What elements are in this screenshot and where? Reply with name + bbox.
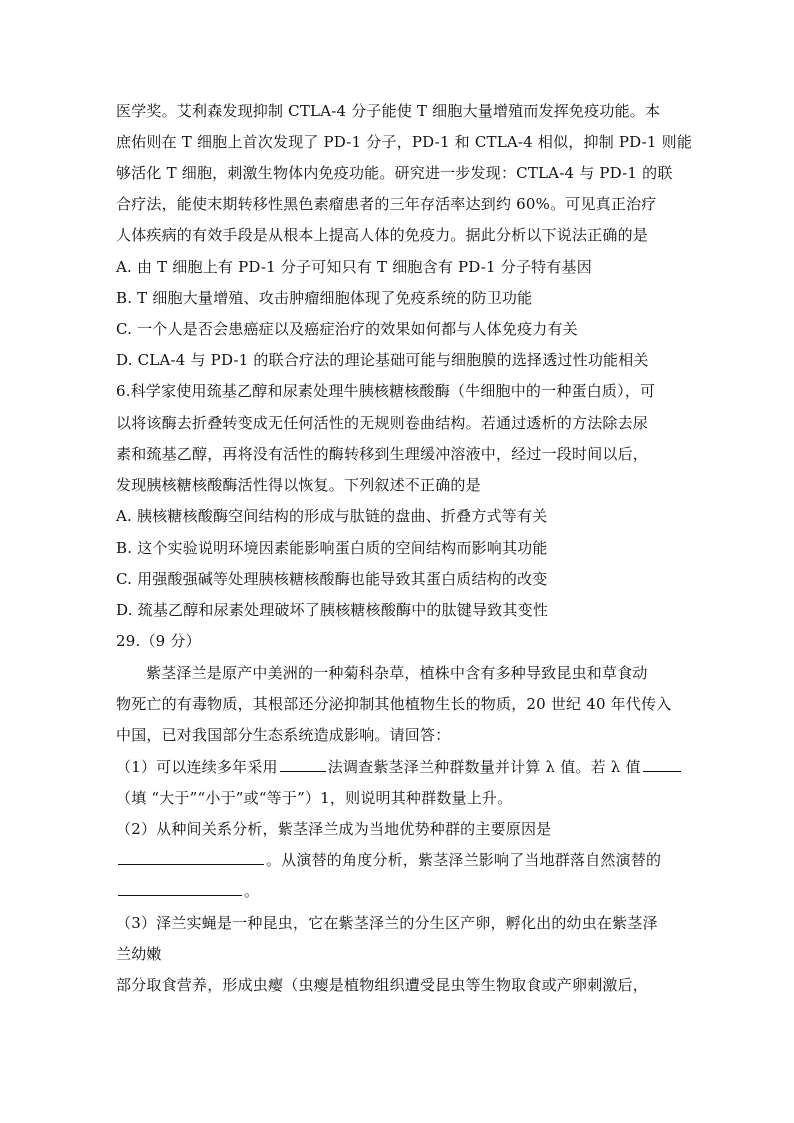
paragraph-line: 素和巯基乙醇，再将没有活性的酶转移到生理缓冲溶液中，经过一段时间以后， <box>116 445 649 463</box>
answer-blank[interactable] <box>643 757 681 772</box>
answer-blank[interactable] <box>118 881 242 896</box>
paragraph-line: 合疗法，能使末期转移性黑色素瘤患者的三年存活率达到约 60%。可见真正治疗 <box>116 195 657 213</box>
option-a: A. 胰核糖核酸酶空间结构的形成与肽链的盘曲、折叠方式等有关 <box>116 507 548 525</box>
question-6-line: 6.科学家使用巯基乙醇和尿素处理牛胰核糖核酸酶（牛细胞中的一种蛋白质），可 <box>116 382 656 400</box>
paragraph-line: 物死亡的有毒物质，其根部还分泌抑制其他植物生长的物质，20 世纪 40 年代传入 <box>116 695 672 713</box>
option-c: C. 用强酸强碱等处理胰核糖核酸酶也能导致其蛋白质结构的改变 <box>116 570 548 588</box>
paragraph-line: 紫茎泽兰是原产中美洲的一种菊科杂草，植株中含有多种导致昆虫和草食动 <box>146 664 648 682</box>
sentence-end: 。 <box>244 882 260 900</box>
paragraph-line: 庶佑则在 T 细胞上首次发现了 PD-1 分子，PD-1 和 CTLA-4 相似，抑制 PD-1 则能 <box>116 133 693 151</box>
option-b: B. 这个实验说明环境因素能影响蛋白质的空间结构而影响其功能 <box>116 539 548 557</box>
question-stem-line: 人体疾病的有效手段是从根本上提高人体的免疫力。据此分析以下说法正确的是 <box>116 226 649 244</box>
sub-question-1-part-b: 法调查紫茎泽兰种群数量并计算 λ 值。若 λ 值 <box>327 758 641 776</box>
sub-question-1 <box>116 756 683 778</box>
sub-question-2-continued: 。从演替的角度分析，紫茎泽兰影响了当地群落自然演替的 <box>266 851 662 869</box>
answer-blank[interactable] <box>280 757 326 772</box>
question-stem-line: 发现胰核糖核酸酶活性得以恢复。下列叙述不正确的是 <box>116 476 481 494</box>
paragraph-line: （填 “大于”“小于”或“等于”）1，则说明其种群数量上升。 <box>116 789 513 807</box>
paragraph-line: 兰幼嫩 <box>116 945 162 963</box>
paragraph-line: 部分取食营养，形成虫瘿（虫瘿是植物组织遭受昆虫等生物取食或产卵刺激后， <box>116 976 649 994</box>
option-a: A. 由 T 细胞上有 PD-1 分子可知只有 T 细胞含有 PD-1 分子特有基因 <box>116 258 592 276</box>
paragraph-line: 医学奖。艾利森发现抑制 CTLA-4 分子能使 T 细胞大量增殖而发挥免疫功能。本 <box>116 102 661 120</box>
option-c: C. 一个人是否会患癌症以及癌症治疗的效果如何都与人体免疫力有关 <box>116 320 578 338</box>
paragraph-line: 中国，已对我国部分生态系统造成影响。请回答： <box>116 726 451 744</box>
option-d: D. 巯基乙醇和尿素处理破坏了胰核糖核酸酶中的肽键导致其变性 <box>116 601 549 619</box>
option-b: B. T 细胞大量增殖、攻击肿瘤细胞体现了免疫系统的防卫功能 <box>116 289 533 307</box>
sub-question-3: （3）泽兰实蝇是一种昆虫，它在紫茎泽兰的分生区产卵，孵化出的幼虫在紫茎泽 <box>116 914 658 932</box>
question-29-heading: 29.（9 分） <box>116 632 201 650</box>
option-d: D. CLA-4 与 PD-1 的联合疗法的理论基础可能与细胞膜的选择透过性功能相关 <box>116 351 649 369</box>
paragraph-line <box>116 880 259 902</box>
sub-question-2: （2）从种间关系分析，紫茎泽兰成为当地优势种群的主要原因是 <box>116 820 552 838</box>
answer-blank[interactable] <box>118 850 264 865</box>
paragraph-line: 够活化 T 细胞，刺激生物体内免疫功能。研究进一步发现：CTLA-4 与 PD-1 的联 <box>116 164 673 182</box>
paragraph-line <box>116 849 661 871</box>
sub-question-1-part-a: （1）可以连续多年采用 <box>116 758 278 776</box>
paragraph-line: 以将该酶去折叠转变成无任何活性的无规则卷曲结构。若通过透析的方法除去尿 <box>116 414 649 432</box>
